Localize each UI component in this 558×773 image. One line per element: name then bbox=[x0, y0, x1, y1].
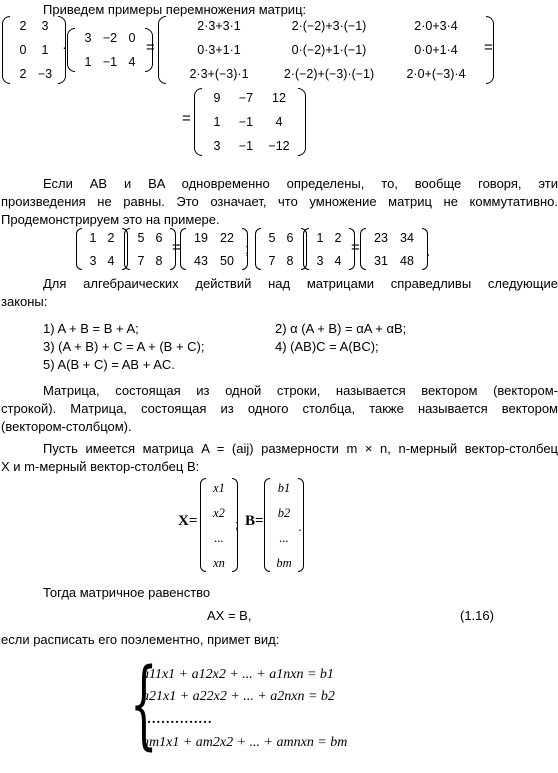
cell: 2·3+(−3)·1 bbox=[189, 67, 249, 82]
period: . bbox=[298, 519, 302, 534]
cell: 0 bbox=[128, 31, 136, 45]
cell: 12 bbox=[272, 90, 286, 105]
cell: 0·0+1·4 bbox=[414, 42, 458, 57]
cell: 2·0+(−3)·4 bbox=[406, 67, 466, 82]
cell: 5 bbox=[268, 230, 276, 245]
equals-sign: = bbox=[351, 239, 360, 256]
curly-brace: { bbox=[130, 648, 158, 760]
law-4: 4) (AB)C = A(BC); bbox=[275, 339, 379, 354]
paragraph-line: Продемонстрируем это на примере. bbox=[1, 212, 220, 227]
matrix-b bbox=[67, 28, 153, 72]
paragraph-line: Для алгебраических действий над матрицами справедливы следующие bbox=[43, 276, 558, 291]
paragraph-line: Если AB и BA одновременно определены, то, вообще говоря, эти bbox=[43, 176, 558, 191]
cell: 8 bbox=[286, 253, 294, 268]
cell: 4 bbox=[334, 253, 342, 268]
matrix-r2 bbox=[360, 228, 431, 270]
cell: 4 bbox=[275, 114, 283, 129]
cell: 0·3+1·1 bbox=[197, 42, 241, 57]
matrix-a bbox=[2, 16, 66, 84]
cell: xn bbox=[213, 555, 225, 570]
cell: 2·(−2)+(−3)·(−1) bbox=[283, 67, 375, 82]
matrix-result bbox=[194, 88, 306, 156]
intro-text: Приведем примеры перемножения матриц: bbox=[43, 2, 307, 17]
paragraph-line: законы: bbox=[1, 294, 48, 309]
equation-ax-b: AX = B, bbox=[207, 608, 252, 623]
equals-sign: = bbox=[146, 39, 155, 56]
system-row-2: a21x1 + a22x2 + ... + a2nxn = b2 bbox=[142, 689, 335, 704]
cell: 2 bbox=[107, 230, 115, 245]
cell: 8 bbox=[155, 253, 163, 268]
cell: −1 bbox=[102, 55, 118, 69]
cell: 6 bbox=[286, 230, 294, 245]
cell: 1 bbox=[316, 230, 324, 245]
cell: 9 bbox=[213, 90, 221, 105]
cell: 3 bbox=[41, 18, 49, 33]
cell: ... bbox=[214, 530, 224, 545]
system-row-1: a11x1 + a12x2 + ... + a1nxn = b1 bbox=[142, 667, 334, 682]
cell: 5 bbox=[137, 230, 145, 245]
matrix-m3 bbox=[255, 228, 307, 270]
paragraph-line: строкой). Матрица, состоящая из одного столбца, также называется вектором bbox=[1, 401, 558, 416]
matrix-product-expanded bbox=[158, 16, 494, 84]
cell: 2·3+3·1 bbox=[197, 18, 241, 33]
matrix-m4 bbox=[303, 228, 355, 270]
law-3: 3) (A + B) + C = A + (B + C); bbox=[43, 339, 205, 354]
cell: 0·(−2)+1·(−1) bbox=[291, 42, 367, 57]
equals-sign: = bbox=[182, 110, 191, 127]
cell: 1 bbox=[84, 55, 92, 69]
cell: 34 bbox=[400, 230, 414, 245]
cell: 1 bbox=[213, 114, 221, 129]
cell: 3 bbox=[316, 253, 324, 268]
cell: 4 bbox=[128, 55, 136, 69]
cell: 1 bbox=[41, 42, 49, 57]
paragraph-line: (вектором-столбцом). bbox=[1, 419, 132, 434]
equation-number: (1.16) bbox=[460, 608, 494, 623]
equals-sign: = bbox=[172, 239, 181, 256]
cell: x1 bbox=[213, 480, 225, 495]
system-row-last: am1x1 + am2x2 + ... + amnxn = bm bbox=[142, 735, 348, 750]
cell: −1 bbox=[238, 114, 254, 129]
cell: 2 bbox=[19, 67, 27, 82]
vector-x-label: X= bbox=[178, 513, 198, 529]
cell: 4 bbox=[107, 253, 115, 268]
dot-operator: · bbox=[62, 39, 67, 56]
cell: −3 bbox=[37, 67, 53, 82]
cell: 6 bbox=[155, 230, 163, 245]
separator: ; bbox=[235, 517, 239, 532]
paragraph-line: произведения не равны. Это означает, что умножение матриц не коммутативно. bbox=[1, 194, 558, 209]
matrix-m2 bbox=[124, 228, 176, 270]
cell: ... bbox=[279, 530, 289, 545]
cell: 22 bbox=[220, 230, 234, 245]
law-2: 2) α (A + B) = αA + αB; bbox=[275, 321, 407, 336]
cell: 2·0+3·4 bbox=[414, 18, 458, 33]
cell: b1 bbox=[277, 480, 291, 495]
cell: 3 bbox=[213, 139, 221, 154]
separator: ; bbox=[245, 241, 250, 258]
equals-sign: = bbox=[484, 39, 493, 56]
cell: 3 bbox=[89, 253, 97, 268]
cell: 23 bbox=[374, 230, 388, 245]
cell: b2 bbox=[277, 505, 291, 520]
paragraph-line: если расписать его поэлементно, примет вид: bbox=[1, 632, 280, 647]
matrix-m1 bbox=[76, 228, 128, 270]
cell: x2 bbox=[213, 505, 225, 520]
paragraph-line: Пусть имеется матрица A = (aij) размерности m × n, n-мерный вектор-столбец bbox=[43, 441, 558, 456]
vector-b-label: B= bbox=[245, 513, 264, 529]
period: . bbox=[426, 243, 431, 260]
cell: bm bbox=[276, 555, 292, 570]
cell: 2 bbox=[19, 18, 27, 33]
cell: 1 bbox=[89, 230, 97, 245]
cell: 2 bbox=[334, 230, 342, 245]
cell: −1 bbox=[238, 139, 254, 154]
cell: 31 bbox=[374, 253, 388, 268]
paragraph-line: X и m-мерный вектор-столбец B: bbox=[1, 459, 200, 474]
cell: 19 bbox=[194, 230, 208, 245]
vector-x bbox=[200, 478, 238, 572]
law-1: 1) A + B = B + A; bbox=[43, 321, 139, 336]
system-row-dots: …………… bbox=[142, 712, 212, 727]
cell: 7 bbox=[137, 253, 145, 268]
paragraph-line: Тогда матричное равенство bbox=[43, 585, 211, 600]
cell: −12 bbox=[268, 139, 290, 154]
cell: −7 bbox=[238, 90, 254, 105]
paragraph-line: Матрица, состоящая из одной строки, называется вектором (вектором- bbox=[43, 383, 558, 398]
cell: 43 bbox=[194, 253, 208, 268]
law-5: 5) A(B + C) = AB + AC. bbox=[43, 357, 175, 372]
cell: 50 bbox=[220, 253, 234, 268]
matrix-r1 bbox=[180, 228, 248, 270]
cell: −2 bbox=[102, 31, 118, 45]
cell: 0 bbox=[19, 42, 27, 57]
cell: 2·(−2)+3·(−1) bbox=[291, 18, 367, 33]
cell: 3 bbox=[84, 31, 92, 45]
cell: 7 bbox=[268, 253, 276, 268]
cell: 48 bbox=[400, 253, 414, 268]
